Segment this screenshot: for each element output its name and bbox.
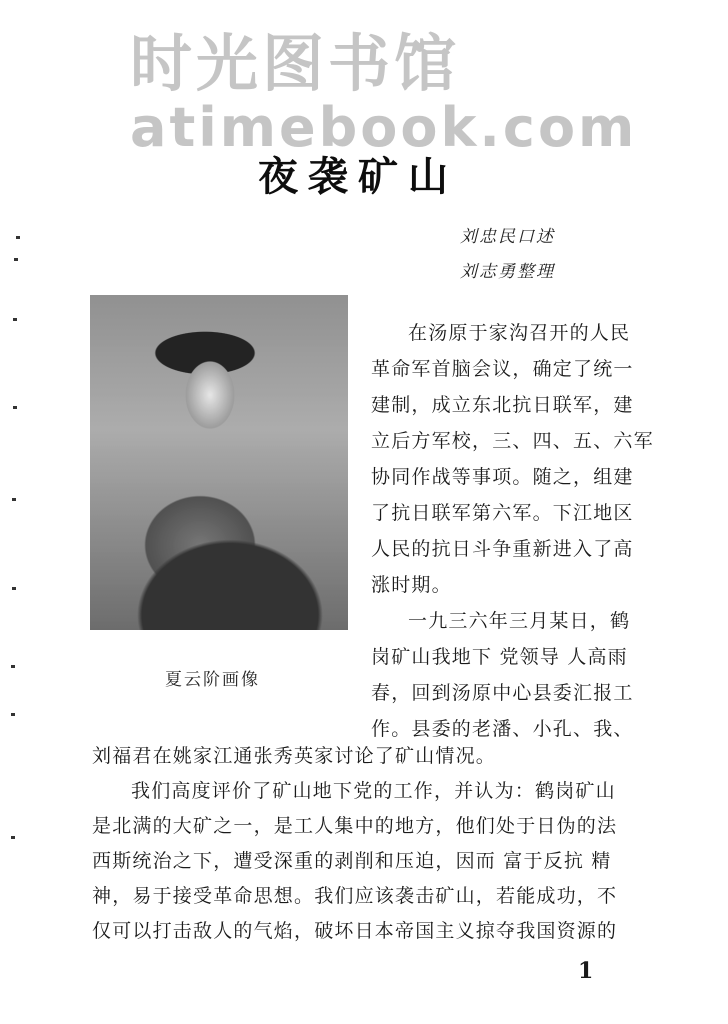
page-number: 1 <box>578 958 594 984</box>
article-title: 夜袭矿山 <box>258 153 458 200</box>
text-line: 仅可以打击敌人的气焰，破坏日本帝国主义掠夺我国资源的 <box>92 920 618 942</box>
scan-mark <box>11 836 15 839</box>
text-line: 在汤原于家沟召开的人民 <box>408 322 631 344</box>
watermark-chinese: 时光图书馆 <box>130 27 461 100</box>
scan-mark <box>13 318 17 321</box>
text-line: 西斯统治之下，遭受深重的剥削和压迫，因而 富于反抗 精 <box>92 850 612 872</box>
image-caption: 夏云阶画像 <box>165 670 260 690</box>
text-line: 作。县委的老潘、小孔、我、 <box>371 718 634 740</box>
text-line: 革命军首脑会议，确定了统一 <box>371 358 634 380</box>
text-line: 一九三六年三月某日，鹤 <box>408 610 631 632</box>
scan-mark <box>11 665 15 668</box>
scan-mark <box>12 587 16 590</box>
scan-mark <box>13 406 17 409</box>
text-line: 我们高度评价了矿山地下党的工作，并认为：鹤岗矿山 <box>131 780 616 802</box>
narrator-credit: 刘忠民口述 <box>460 227 555 247</box>
text-line: 春，回到汤原中心县委汇报工 <box>371 682 634 704</box>
text-line: 神，易于接受革命思想。我们应该袭击矿山，若能成功，不 <box>92 885 618 907</box>
scan-mark <box>14 258 18 261</box>
text-line: 立后方军校，三、四、五、六军 <box>371 430 654 452</box>
scan-mark <box>11 713 15 716</box>
text-line: 是北满的大矿之一，是工人集中的地方，他们处于日伪的法 <box>92 815 618 837</box>
watermark-url: atimebook.com <box>130 96 638 159</box>
text-line: 了抗日联军第六军。下江地区 <box>371 502 634 524</box>
text-line: 涨时期。 <box>371 574 452 596</box>
text-line: 人民的抗日斗争重新进入了高 <box>371 538 634 560</box>
text-line: 建制，成立东北抗日联军，建 <box>371 394 634 416</box>
scan-mark <box>12 498 16 501</box>
text-line: 协同作战等事项。随之，组建 <box>371 466 634 488</box>
portrait-image <box>90 295 348 630</box>
editor-credit: 刘志勇整理 <box>460 262 555 282</box>
text-line: 岗矿山我地下 党领导 人高雨 <box>371 646 628 668</box>
text-line: 刘福君在姚家江通张秀英家讨论了矿山情况。 <box>92 745 497 767</box>
scan-mark <box>16 236 20 239</box>
